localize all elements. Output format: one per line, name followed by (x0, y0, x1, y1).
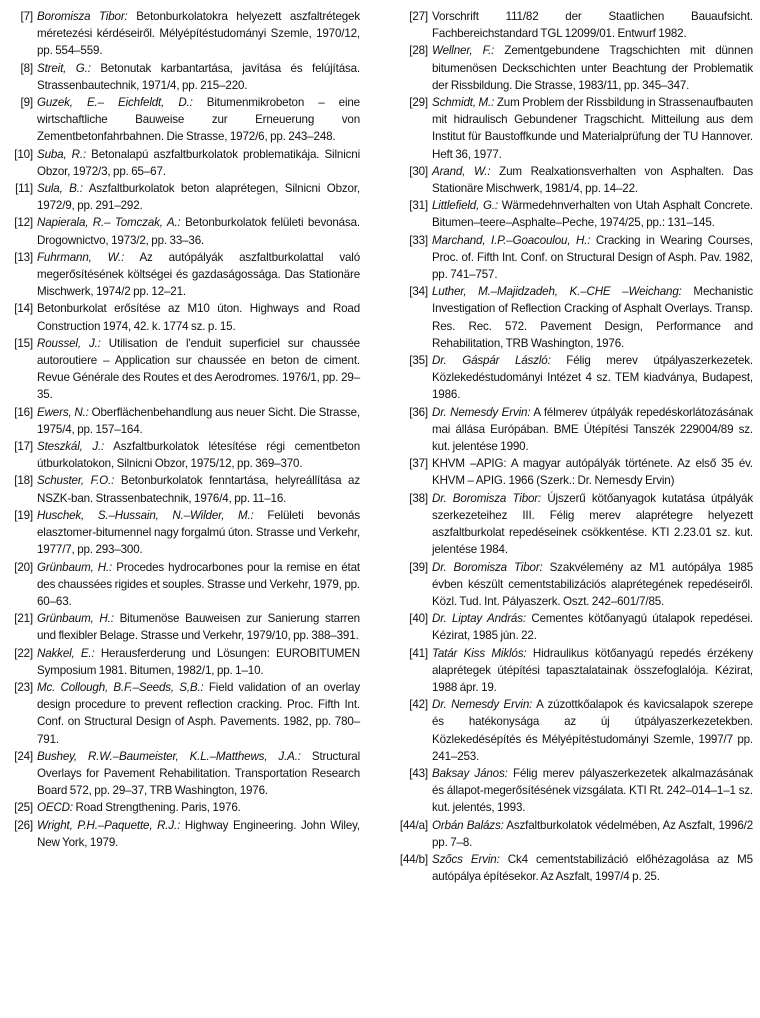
reference-entry (395, 94, 753, 163)
reference-column-right (395, 8, 753, 885)
reference-text: Betonalapú aszfaltburkolatok problematikája. Silnicni Obzor, 1972/3, pp. 65–67. (37, 147, 360, 178)
reference-number: [40] (409, 612, 428, 626)
reference-text: Aszfaltburkolatok létesítése régi cementbeton útburkolatokon, Silnicni Obzor, 1975/12, pp. 369–370. (37, 440, 360, 471)
reference-number: [11] (15, 182, 33, 196)
reference-author: Dr. Boromisza Tibor: (432, 491, 542, 505)
reference-author: Dr. Nemesdy Ervin: (432, 405, 531, 419)
reference-text: Felületi bevonás elasztomer-bitumennel nagy forgalmú úton. Strasse und Verkehr, 1977/7, pp. 293–300. (37, 508, 360, 557)
reference-text: Cementes kötőanyagú útalapok repedései. Kézirat, 1985 jún. 22. (432, 612, 753, 643)
reference-entry (3, 679, 360, 748)
reference-number: [37] (409, 457, 428, 471)
reference-entry (3, 404, 360, 438)
reference-number: [9] (20, 96, 33, 110)
reference-author: Szőcs Ervin: (432, 852, 500, 866)
reference-number: [14] (14, 302, 33, 316)
reference-text: Félig merev pályaszerkezetek alkalmazásának és állapot-megerősítésének vizsgálata. KTI Rt. 242–014–1–1 sz. kut. jelentés, 1993. (432, 766, 753, 815)
reference-entry (395, 490, 753, 559)
reference-number: [22] (14, 646, 33, 660)
reference-text: Oberflächenbehandlung aus neuer Sicht. Die Strasse, 1975/4, pp. 157–164. (37, 405, 360, 436)
reference-entry (395, 817, 753, 851)
reference-text: Zum Problem der Rissbildung in Strassenaufbauten mit hidraulisch Gebundener Tragschicht. Mitteilung aus dem Institut für Baustoffkunde und Materialprüfung der TU Hannover. Heft 36, 1977. (432, 96, 753, 161)
reference-entry (3, 799, 360, 816)
reference-entry (395, 197, 753, 231)
reference-text: Zementgebundene Tragschichten mit dünnen bitumenösen Deckschichten unter Beachtung der Problematik der Rissbildung. Die Strasse, 1983/11, pp. 345–347. (432, 44, 753, 92)
reference-text: Szakvélemény az M1 autópálya 1985 évben készült cementstabilizációs alaprétegének repedéseiről. Közl. Tud. Int. Pályaszerk. Oszt. 242–601/7/85. (432, 560, 754, 608)
reference-author: Roussel, J.: (37, 336, 101, 350)
reference-author: OECD: (37, 801, 73, 815)
reference-number: [16] (14, 405, 33, 419)
reference-number: [33] (409, 233, 428, 247)
reference-author: Streit, G.: (37, 61, 91, 75)
reference-number: [41] (409, 646, 428, 660)
reference-entry (3, 94, 360, 146)
reference-text: Highway Engineering. John Wiley, New York, 1979. (37, 818, 360, 849)
reference-number: [19] (14, 508, 33, 522)
reference-number: [43] (409, 766, 428, 780)
reference-text: Félig merev útpályaszerkezetek. Közlekedéstudományi Intézet 4 sz. TEM kiadványa, Budapest, 1986. (432, 354, 753, 402)
reference-number: [34] (409, 285, 428, 299)
reference-author: Nakkel, E.: (37, 646, 95, 660)
reference-number: [12] (14, 216, 33, 230)
reference-entry (395, 42, 753, 94)
reference-author: Sula, B.: (37, 182, 83, 196)
reference-number: [17] (14, 440, 33, 454)
reference-text: Betonburkolat erősítése az M10 úton. Highways and Road Construction 1974, 42. k. 1774 sz. p. 15. (37, 302, 360, 333)
reference-text: Field validation of an overlay design procedure to prevent reflection cracking. Proc. Fifth Int. Conf. on Structural Design of Asph. Pavements. 1982, pp. 780–791. (37, 680, 360, 746)
reference-text: Betonburkolatok felületi bevonása. Drogownictvo, 1973/2, pp. 33–36. (37, 216, 360, 247)
reference-number: [10] (14, 147, 33, 161)
reference-entry (395, 851, 753, 885)
reference-author: Suba, R.: (37, 147, 87, 161)
reference-text: Herausferderung und Lösungen: EUROBITUMEN Symposium 1981. Bitumen, 1982/1, pp. 1–10. (37, 646, 360, 677)
reference-entry (395, 765, 753, 817)
reference-entry (395, 610, 753, 644)
reference-number: [42] (409, 698, 428, 712)
reference-text: Wärmedehnverhalten von Utah Asphalt Concrete. Bitumen–teere–Asphalte–Peche, 1974/25, pp.: 131–145. (432, 199, 753, 230)
reference-entry (395, 232, 753, 284)
reference-author: Grünbaum, H.: (37, 612, 114, 626)
reference-author: Boromisza Tibor: (37, 10, 128, 23)
reference-author: Schuster, F.O.: (37, 474, 115, 488)
reference-entry (3, 610, 360, 644)
reference-entry (3, 472, 360, 506)
reference-author: Huschek, S.–Hussain, N.–Wilder, M.: (37, 508, 254, 522)
reference-entry (395, 283, 753, 352)
reference-text: Aszfaltburkolatok beton alaprétegen, Silnicni Obzor, 1972/9, pp. 291–292. (37, 182, 360, 213)
reference-number: [39] (409, 560, 428, 574)
reference-number: [29] (409, 96, 428, 110)
reference-number: [31] (409, 199, 428, 213)
reference-entry (395, 352, 753, 404)
reference-number: [24] (14, 749, 33, 763)
reference-author: Baksay János: (432, 766, 508, 780)
reference-entry (395, 559, 753, 611)
reference-author: Grünbaum, H.: (37, 560, 113, 574)
reference-entry (3, 146, 360, 180)
reference-text: Cracking in Wearing Courses, Proc. of. Fifth Int. Conf. on Structural Design of Asph. Pav. 1982, pp. 741–757. (432, 233, 753, 282)
reference-entry (3, 438, 360, 472)
reference-author: Littlefield, G.: (432, 199, 498, 213)
reference-number: [35] (409, 354, 428, 368)
reference-text: Aszfaltburkolatok védelmében, Az Aszfalt, 1996/2 pp. 7–8. (432, 818, 754, 849)
reference-author: Wright, P.H.–Paquette, R.J.: (37, 818, 181, 832)
reference-entry (3, 559, 360, 611)
reference-author: Fuhrmann, W.: (37, 250, 125, 264)
reference-entry (3, 214, 360, 248)
reference-number: [38] (409, 491, 428, 505)
reference-author: Arand, W.: (432, 164, 491, 178)
reference-author: Steszkál, J.: (37, 440, 105, 454)
reference-number: [44/b] (399, 852, 428, 866)
reference-number: [21] (14, 612, 33, 626)
reference-number: [28] (409, 44, 428, 58)
reference-entry (395, 8, 753, 42)
reference-text: Betonutak karbantartása, javítása és felújítása. Strassenbautechnik, 1971/4, pp. 215–220. (37, 61, 361, 92)
reference-number: [30] (409, 164, 428, 178)
reference-entry (3, 748, 360, 800)
reference-author: Dr. Boromisza Tibor: (432, 560, 543, 574)
reference-number: [15] (14, 336, 33, 350)
reference-text: Structural Overlays for Pavement Rehabilitation. Transportation Research Board 572, pp. 29–37, TRB Washington, 1976. (37, 749, 361, 798)
reference-entry (395, 163, 753, 197)
reference-number: [27] (409, 10, 428, 23)
reference-entry (3, 645, 360, 679)
reference-entry (3, 507, 360, 559)
reference-number: [13] (14, 250, 33, 264)
reference-author: Dr. Gáspár László: (432, 354, 551, 368)
reference-author: Schmidt, M.: (432, 96, 495, 110)
reference-entry (3, 60, 360, 94)
reference-text: Ck4 cementstabilizáció előhézagolása az M5 autópálya építésekor. Az Aszfalt, 1997/4 p. 25. (432, 852, 753, 884)
reference-entry (3, 300, 360, 334)
reference-entry (3, 817, 360, 851)
reference-author: Ewers, N.: (37, 405, 89, 419)
reference-entry (395, 404, 753, 456)
reference-text: Mechanistic Investigation of Reflection Cracking of Asphalt Overlays. Transp. Res. Rec. 572. Pavement Design, Performance and Rehabilitation, TRB Washington, 1976. (432, 285, 753, 350)
reference-text: A félmerev útpályák repedéskorlátozásának mai állása Európában. BME Útépítési Tanszék 229004/89 sz. kut. jelentése 1990. (432, 405, 753, 454)
reference-author: Napierala, R.– Tomczak, A.: (37, 216, 181, 230)
reference-text: Újszerű kötőanyagok kutatása útpályák szerkezeteihez III. Félig merev alaprétegre helyezett aszfaltburkolat repedéseinek csökkentése. KTI 2.23.01 sz. kut. jelentése 1984. (432, 491, 753, 557)
reference-author: Orbán Balázs: (432, 818, 504, 832)
reference-entry (395, 645, 753, 697)
reference-number: [26] (14, 818, 33, 832)
reference-number: [23] (14, 680, 33, 694)
reference-number: [20] (14, 560, 33, 574)
reference-text: Hidraulikus kötőanyagú repedés érzékeny alaprétegek útépítési tapasztalatainak összefoglalója. Kézirat, 1988 ápr. 19. (432, 646, 753, 694)
reference-author: Bushey, R.W.–Baumeister, K.L.–Matthews, J.A.: (37, 749, 301, 763)
reference-author: Guzek, E.– Eichfeldt, D.: (37, 96, 193, 110)
reference-author: Dr. Nemesdy Ervin: (432, 698, 533, 712)
reference-entry (395, 455, 753, 489)
reference-number: [25] (14, 801, 33, 815)
reference-author: Mc. Collough, B.F.–Seeds, S,B.: (37, 680, 204, 694)
reference-author: Luther, M.–Majidzadeh, K.–CHE –Weichang: (432, 285, 682, 299)
reference-author: Wellner, F.: (432, 44, 495, 58)
reference-column-left (3, 8, 360, 851)
reference-entry (395, 696, 753, 765)
reference-text: Az autópályák aszfaltburkolattal való megerősítésének költségei és gazdaságossága. Das Stationäre Mischwerk, 1974/2 pp. 12–21. (37, 250, 361, 299)
reference-text: Vorschrift 111/82 der Staatlichen Bauaufsicht. Fachbereichstandard TGL 12099/01. Entwurf 1982. (432, 10, 753, 41)
reference-text: Betonburkolatokra helyezett aszfaltrétegek méretezési kérdéseiről. Mélyépítéstudományi Szemle, 1970/12, pp. 554–559. (37, 10, 360, 58)
reference-text: A zúzottkőalapok és kavicsalapok szerepe és hatékonysága az új útpályaszerkezetekben. Közlekedésépítés és Mélyépítéstudományi Szemle, 1997/7 pp. 241–253. (432, 698, 753, 763)
reference-entry (3, 8, 360, 60)
reference-number: [8] (20, 61, 33, 75)
reference-number: [44/a] (399, 818, 428, 832)
reference-number: [7] (20, 10, 33, 23)
reference-number: [18] (14, 474, 33, 488)
reference-author: Marchand, I.P.–Goacoulou, H.: (432, 233, 591, 247)
reference-text: KHVM –APIG: A magyar autópályák története. Az első 35 év. KHVM – APIG. 1966 (Szerk.: Dr. Nemesdy Ervin) (432, 457, 753, 488)
reference-entry (3, 335, 360, 404)
reference-text: Utilisation de l'enduit superficiel sur chaussée autoroutiere – Application sur chaussée en beton de ciment. Revue Générale des Routes et des Aerodromes. 1976/1, pp. 29–35. (37, 336, 360, 402)
reference-text: Bitumenöse Bauweisen zur Sanierung starren und flexibler Belage. Strasse und Verkehr, 1979/10, pp. 388–391. (37, 612, 360, 643)
reference-author: Dr. Liptay András: (432, 612, 526, 626)
reference-number: [36] (409, 405, 428, 419)
reference-text: Zum Realxationsverhalten von Asphalten. Das Stationäre Mischwerk, 1981/4, pp. 14–22. (432, 164, 753, 196)
reference-text: Bitumenmikrobeton – eine wirtschaftliche Bauweise zur Erneuerung von Zementbetonfahrbahnen. Die Strasse, 1972/6, pp. 243–248. (37, 96, 360, 144)
reference-text: Procedes hydrocarbones pour la remise en état des chaussées rigides et souples. Strasse und Verkehr, 1979, pp. 60–63. (37, 560, 360, 608)
reference-entry (3, 249, 360, 301)
reference-entry (3, 180, 360, 214)
reference-text: Road Strengthening. Paris, 1976. (72, 801, 241, 815)
reference-author: Tatár Kiss Miklós: (432, 646, 527, 660)
reference-text: Betonburkolatok fenntartása, helyreállítása az NSZK-ban. Strassenbatechnik, 1976/4, pp. 11–16. (37, 474, 360, 505)
